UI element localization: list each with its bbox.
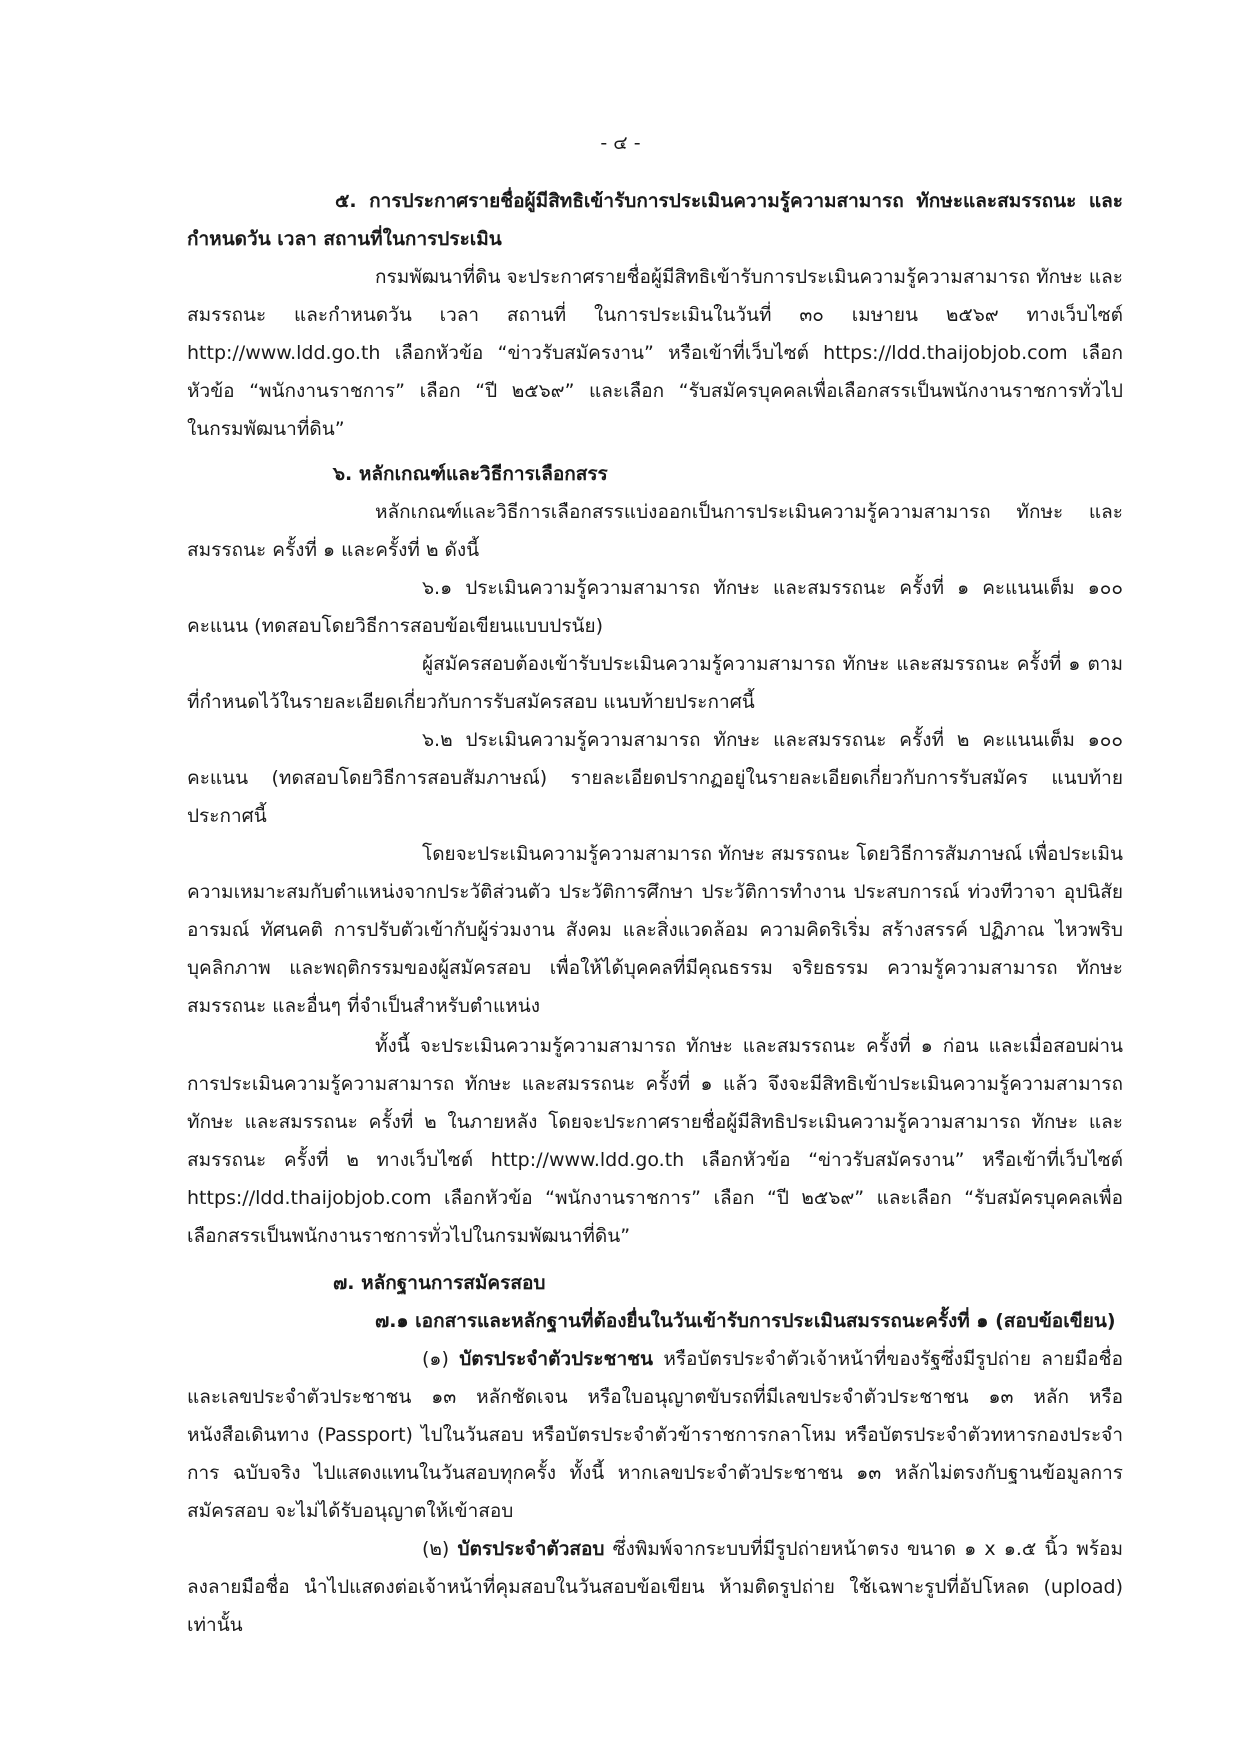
section-5-heading: ๕. การประกาศรายชื่อผู้มีสิทธิเข้ารับการประเมินความรู้ความสามารถ ทักษะและสมรรถนะ และกำหนดวัน เวลา สถานที่ในการประเมิน (187, 190, 1123, 250)
item-1-text: หรือบัตรประจำตัวเจ้าหน้าที่ของรัฐซึ่งมีรูปถ่าย ลายมือชื่อ และเลขประจำตัวประชาชน ๑๓ หลักชัดเจน หรือใบอนุญาตขับรถที่มีเลขประจำตัวประชาชน ๑๓ หลัก หรือหนังสือเดินทาง (Passport) ไปในวันสอบ หรือบัตรประจำตัวข้าราชการกลาโหม หรือบัตรประจำตัวทหารกองประจำการ ฉบับจริง ไปแสดงแทนในวันสอบทุกครั้ง ทั้งนี้ หากเลขประจำตัวประชาชน ๑๓ หลักไม่ตรงกับฐานข้อมูลการสมัครสอบ จะไม่ได้รับอนุญาตให้เข้าสอบ (187, 1348, 1123, 1522)
section-6-2-detail: โดยจะประเมินความรู้ความสามารถ ทักษะ สมรรถนะ โดยวิธีการสัมภาษณ์ เพื่อประเมินความเหมาะสมกับตำแหน่งจากประวัติส่วนตัว ประวัติการศึกษา ประวัติการทำงาน ประสบการณ์ ท่วงทีวาจา อุปนิสัย อารมณ์ ทัศนคติ การปรับตัวเข้ากับผู้ร่วมงาน สังคม และสิ่งแวดล้อม ความคิดริเริ่ม สร้างสรรค์ ปฏิภาณ ไหวพริบ บุคลิกภาพ และพฤติกรรมของผู้สมัครสอบ เพื่อให้ได้บุคคลที่มีคุณธรรม จริยธรรม ความรู้ความสามารถ ทักษะ สมรรถนะ และอื่นๆ ที่จำเป็นสำหรับตำแหน่ง (187, 843, 1123, 1017)
page-number: - ๔ - (600, 132, 641, 154)
section-7-1-heading: ๗.๑ เอกสารและหลักฐานที่ต้องยื่นในวันเข้ารับการประเมินสมรรถนะครั้งที่ ๑ (สอบข้อเขียน) (375, 1310, 1116, 1332)
item-2-title: บัตรประจำตัวสอบ (457, 1538, 605, 1560)
section-5 (187, 182, 1123, 448)
section-7 (187, 1302, 1123, 1644)
item-1-number: (๑) (422, 1348, 449, 1370)
section-6-1: ๖.๑ ประเมินความรู้ความสามารถ ทักษะ และสมรรถนะ ครั้งที่ ๑ คะแนนเต็ม ๑๐๐ คะแนน (ทดสอบโดยวิธีการสอบข้อเขียนแบบปรนัย) (187, 577, 1123, 637)
section-7-1-item-1 (187, 1340, 1123, 1530)
section-6-closing: ทั้งนี้ จะประเมินความรู้ความสามารถ ทักษะ และสมรรถนะ ครั้งที่ ๑ ก่อน และเมื่อสอบผ่าน การประเมินความรู้ความสามารถ ทักษะ และสมรรถนะ ครั้งที่ ๑ แล้ว จึงจะมีสิทธิเข้าประเมินความรู้ความสามารถ ทักษะ และสมรรถนะ ครั้งที่ ๒ ในภายหลัง โดยจะประกาศรายชื่อผู้มีสิทธิประเมินความรู้ความสามารถ ทักษะ และสมรรถนะ ครั้งที่ ๒ ทางเว็บไซต์ http://www.ldd.go.th เลือกหัวข้อ “ข่าวรับสมัครงาน” หรือเข้าที่เว็บไซต์ https://ldd.thaijobjob.com เลือกหัวข้อ “พนักงานราชการ” เลือก “ปี ๒๕๖๙” และเลือก “รับสมัครบุคคลเพื่อเลือกสรรเป็นพนักงานราชการทั่วไปในกรมพัฒนาที่ดิน” (187, 1035, 1123, 1247)
section-6-closing-block (187, 1027, 1123, 1255)
section-6-1-detail: ผู้สมัครสอบต้องเข้ารับประเมินความรู้ความสามารถ ทักษะ และสมรรถนะ ครั้งที่ ๑ ตามที่กำหนดไว้ในรายละเอียดเกี่ยวกับการรับสมัครสอบ แนบท้ายประกาศนี้ (187, 653, 1123, 713)
item-2-text: ซึ่งพิมพ์จากระบบที่มีรูปถ่ายหน้าตรง ขนาด ๑ x ๑.๕ นิ้ว พร้อมลงลายมือชื่อ นำไปแสดงต่อเจ้าหน้าที่คุมสอบในวันสอบข้อเขียน ห้ามติดรูปถ่าย ใช้เฉพาะรูปที่อัปโหลด (upload) เท่านั้น (187, 1538, 1123, 1636)
item-1-title: บัตรประจำตัวประชาชน (459, 1348, 654, 1370)
section-6-2: ๖.๒ ประเมินความรู้ความสามารถ ทักษะ และสมรรถนะ ครั้งที่ ๒ คะแนนเต็ม ๑๐๐ คะแนน (ทดสอบโดยวิธีการสอบสัมภาษณ์) รายละเอียดปรากฏอยู่ในรายละเอียดเกี่ยวกับการรับสมัคร แนบท้ายประกาศนี้ (187, 729, 1123, 827)
section-7-heading: ๗. หลักฐานการสมัครสอบ (333, 1272, 546, 1294)
section-7-1-item-2 (187, 1530, 1123, 1644)
section-6 (187, 493, 1123, 1025)
section-6-intro: หลักเกณฑ์และวิธีการเลือกสรรแบ่งออกเป็นการประเมินความรู้ความสามารถ ทักษะ และสมรรถนะ ครั้งที่ ๑ และครั้งที่ ๒ ดังนี้ (187, 501, 1123, 561)
section-5-body: กรมพัฒนาที่ดิน จะประกาศรายชื่อผู้มีสิทธิเข้ารับการประเมินความรู้ความสามารถ ทักษะ และสมรรถนะ และกำหนดวัน เวลา สถานที่ ในการประเมินในวันที่ ๓๐ เมษายน ๒๕๖๙ ทางเว็บไซต์ http://www.ldd.go.th เลือกหัวข้อ “ข่าวรับสมัครงาน” หรือเข้าที่เว็บไซต์ https://ldd.thaijobjob.com เลือกหัวข้อ “พนักงานราชการ” เลือก “ปี ๒๕๖๙” และเลือก “รับสมัครบุคคลเพื่อเลือกสรรเป็นพนักงานราชการทั่วไปในกรมพัฒนาที่ดิน” (187, 266, 1123, 440)
section-6-heading: ๖. หลักเกณฑ์และวิธีการเลือกสรร (333, 463, 608, 485)
item-2-number: (๒) (422, 1538, 450, 1560)
